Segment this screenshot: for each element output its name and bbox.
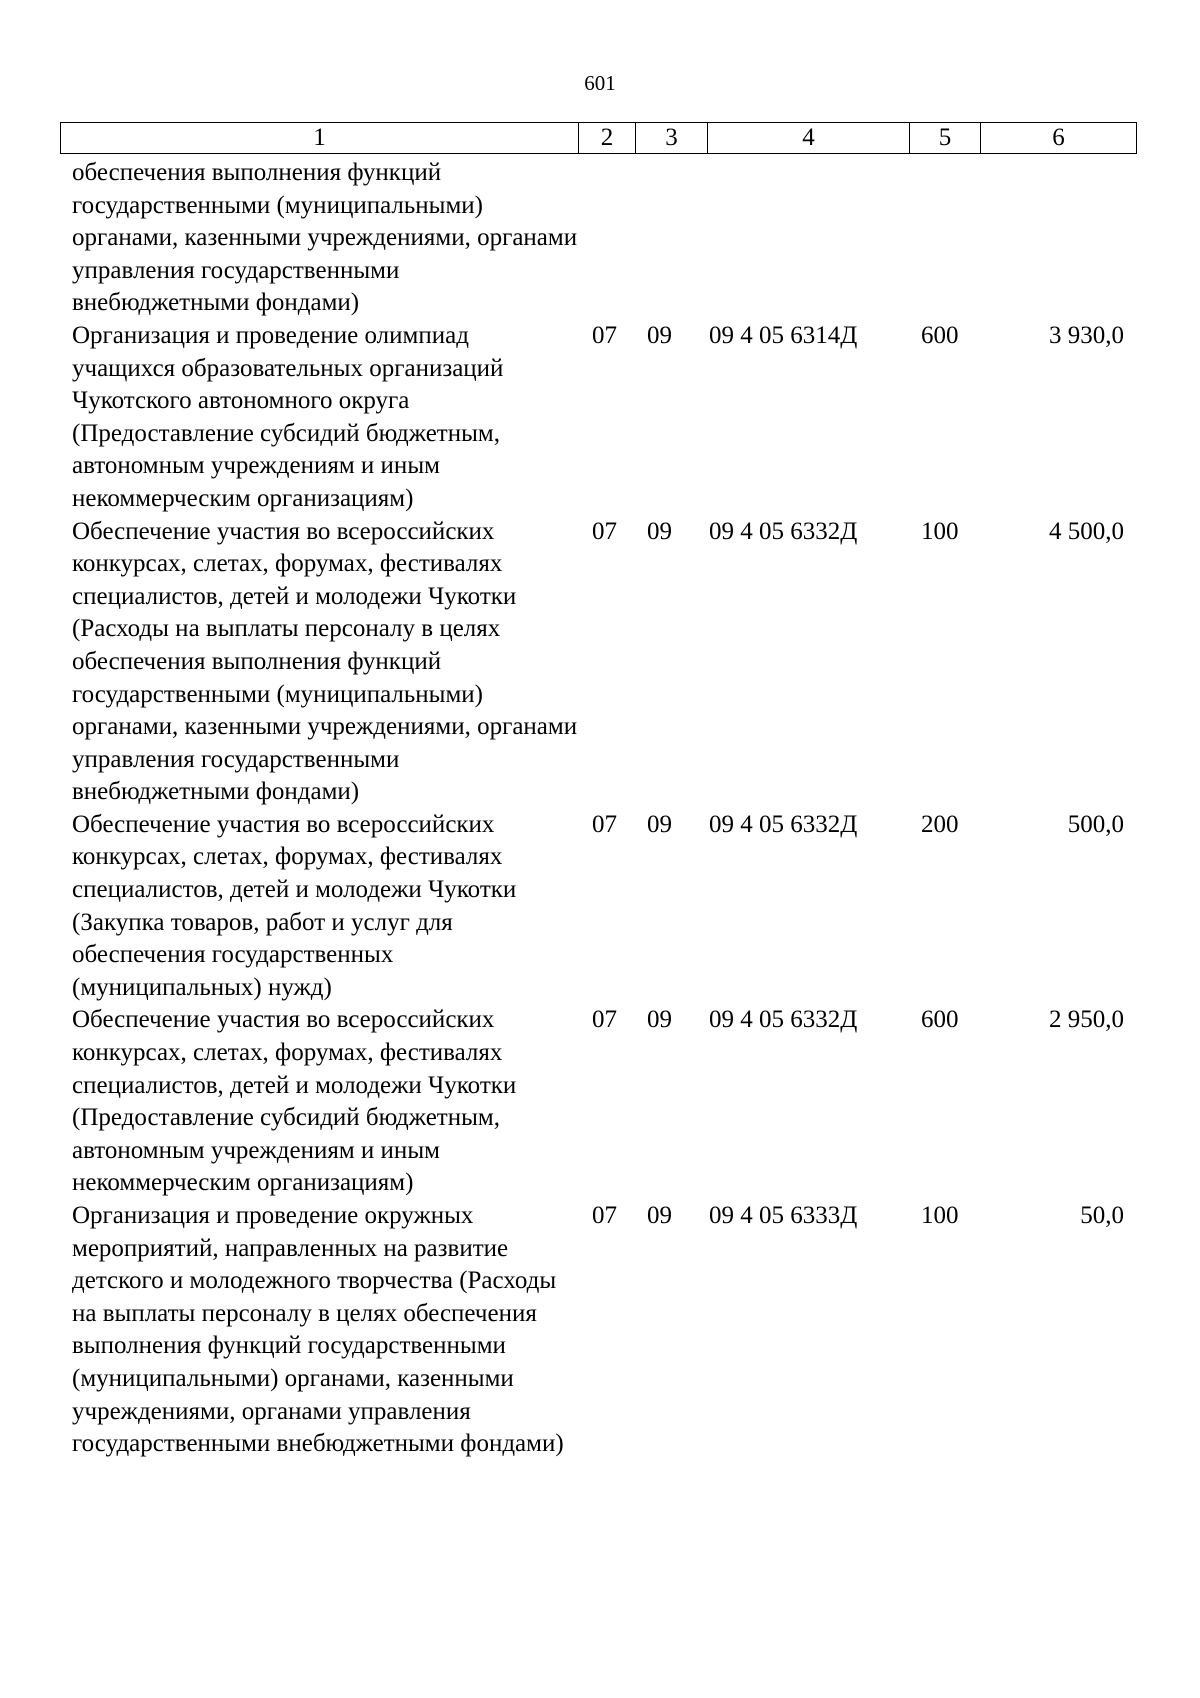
row-expense-type-code: 100 [921, 517, 959, 545]
row-section-code: 07 [592, 517, 617, 545]
row-section-code [578, 157, 635, 320]
row-amount: 3 930,0 [1049, 321, 1124, 349]
table-row [60, 516, 1136, 809]
row-target-article-code: 09 4 05 6314Д [709, 321, 858, 349]
row-description: обеспечения выполнения функций государственными (муниципальными) органами, казенными учреждениями, органами управления государственными внебюджетными фондами) [72, 159, 578, 317]
table-row [60, 1004, 1136, 1200]
row-description: Организация и проведение окружных мероприятий, направленных на развитие детского и молодежного творчества (Расходы на выплаты персоналу в целях обеспечения выполнения функций государственными (муниципальными) органами, казенными учреждениями, органами управления государственными внебюджетными фондами) [72, 1202, 564, 1458]
row-section-code: 07 [592, 1202, 617, 1229]
row-target-article-code: 09 4 05 6332Д [709, 517, 858, 545]
column-header-5: 5 [910, 123, 981, 154]
column-header-6: 6 [981, 123, 1137, 154]
row-target-article-code: 09 4 05 6333Д [709, 1202, 858, 1229]
column-header-row [61, 123, 1137, 154]
column-header-table [60, 122, 1137, 154]
column-header-1: 1 [61, 123, 579, 154]
row-subsection-code: 09 [647, 517, 672, 545]
row-amount: 50,0 [1080, 1202, 1124, 1229]
row-section-code: 07 [592, 321, 617, 349]
row-target-article-code: 09 4 05 6332Д [709, 810, 858, 838]
row-subsection-code: 09 [647, 1202, 672, 1229]
budget-table [60, 157, 1136, 1461]
row-expense-type-code [909, 157, 980, 320]
row-section-code: 07 [592, 810, 617, 838]
table-row [60, 157, 1136, 320]
column-header-2: 2 [579, 123, 636, 154]
row-expense-type-code: 600 [921, 321, 959, 349]
row-subsection-code: 09 [647, 321, 672, 349]
row-description: Обеспечение участия во всероссийских конкурсах, слетах, форумах, фестивалях специалистов, детей и молодежи Чукотки (Закупка товаров, работ и услуг для обеспечения государственных (муниципальных) нужд) [72, 810, 517, 1001]
table-row [60, 320, 1136, 516]
row-target-article-code: 09 4 05 6332Д [709, 1006, 858, 1034]
row-description: Обеспечение участия во всероссийских конкурсах, слетах, форумах, фестивалях специалистов, детей и молодежи Чукотки (Расходы на выплаты персоналу в целях обеспечения выполнения функций государственными (муниципальными) органами, казенными учреждениями, органами управления государственными внебюджетными фондами) [72, 517, 578, 806]
row-amount: 2 950,0 [1049, 1006, 1124, 1034]
page-number: 601 [584, 71, 616, 95]
row-section-code: 07 [592, 1006, 617, 1034]
row-expense-type-code: 100 [921, 1202, 959, 1229]
row-subsection-code: 09 [647, 1006, 672, 1034]
column-header-3: 3 [636, 123, 708, 154]
row-subsection-code: 09 [647, 810, 672, 838]
table-row [60, 1200, 1136, 1461]
row-amount: 4 500,0 [1049, 517, 1124, 545]
row-description: Обеспечение участия во всероссийских конкурсах, слетах, форумах, фестивалях специалистов, детей и молодежи Чукотки (Предоставление субсидий бюджетным, автономным учреждениям и иным некоммерческим организациям) [72, 1006, 517, 1197]
row-expense-type-code: 200 [921, 810, 959, 838]
row-amount [980, 157, 1136, 320]
column-header-4: 4 [708, 123, 910, 154]
row-subsection-code [635, 157, 707, 320]
row-expense-type-code: 600 [921, 1006, 959, 1034]
row-amount: 500,0 [1067, 810, 1124, 838]
table-row [60, 809, 1136, 1005]
row-description: Организация и проведение олимпиад учащихся образовательных организаций Чукотского автономного округа (Предоставление субсидий бюджетным, автономным учреждениям и иным некоммерческим организациям) [72, 321, 504, 512]
row-target-article-code [707, 157, 909, 320]
